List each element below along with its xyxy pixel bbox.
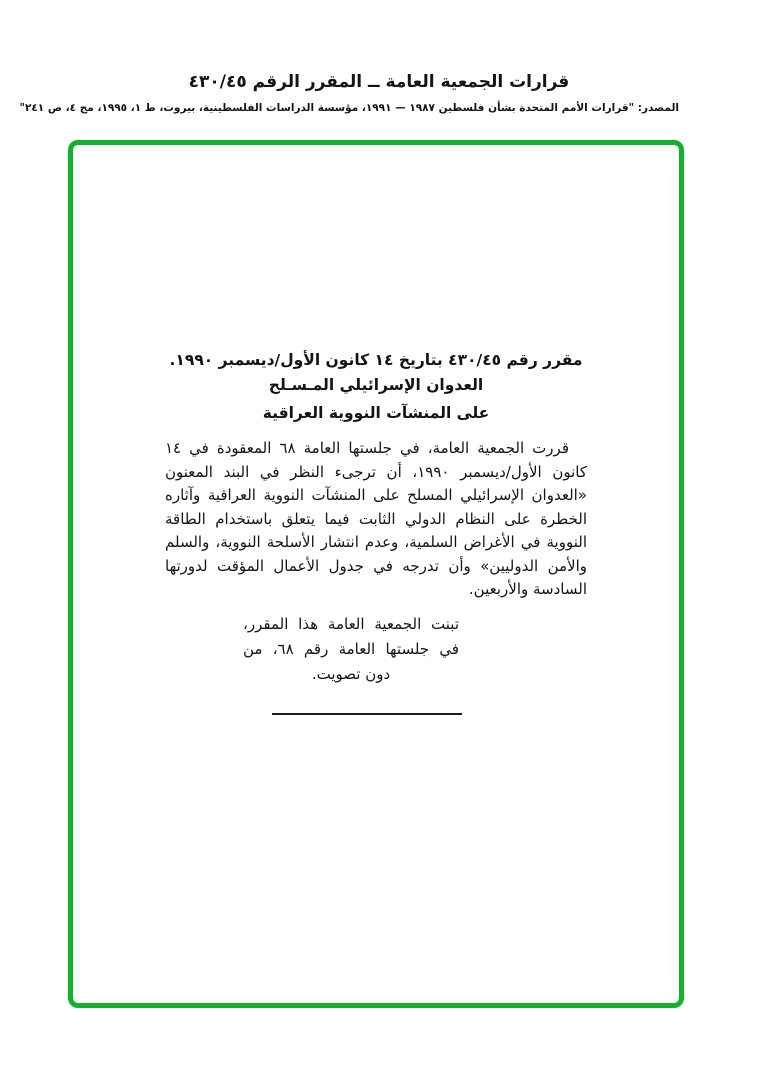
decision-subject-line-1: العدوان الإسرائيلي المـسـلح — [268, 376, 484, 394]
decision-body-paragraph: قررت الجمعية العامة، في جلستها العامة ٦٨ المعقودة في ١٤ كانون الأول/ديسمبر ١٩٩٠، أن ترجىء النظر في البند المعنون «العدوان الإسرائيلي المسلح على المنشآت النووية العراقية وآثاره الخطرة على النظام الدولي الثابت فيما يتعلق باستخدام الطاقة النووية في الأغراض السلمية، وعدم انتشار الأسلحة النووية، والسلم والأمن الدوليين» وأن تدرجه في جدول الأعمال المؤقت لدورتها السادسة والأربعين. — [165, 439, 587, 598]
decision-subject-line-2: على المنشآت النووية العراقية — [262, 404, 490, 422]
page-title: قرارات الجمعية العامة ــ المقرر الرقم ٤٣٠/٤٥ — [188, 72, 570, 92]
page-header — [0, 0, 758, 114]
decision-frame — [68, 140, 684, 1008]
source-citation-line: المصدر: "قرارات الأمم المتحدة بشأن فلسطين ١٩٨٧ — ١٩٩١، مؤسسة الدراسات الفلسطينية، بيروت، ط ١، ١٩٩٥، مج ٤، ص ٢٤١" — [19, 102, 679, 114]
decision-number-and-date: مقرر رقم ٤٣٠/٤٥ بتاريخ ١٤ كانون الأول/ديسمبر ١٩٩٠. — [169, 351, 583, 369]
adoption-note-paragraph: تبنت الجمعية العامة هذا المقرر، في جلستها العامة رقم ٦٨، من دون تصويت. — [243, 614, 459, 683]
decision-text-column — [165, 145, 587, 715]
end-rule-divider — [272, 713, 462, 715]
